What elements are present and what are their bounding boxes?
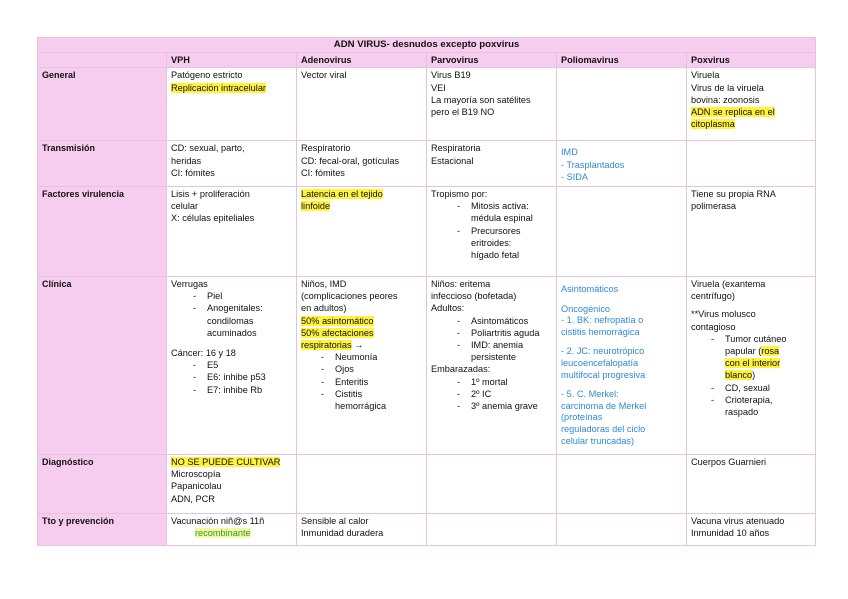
text-line: Enteritis [335, 376, 369, 387]
list-item [207, 384, 292, 396]
text-line: Respiratoria [431, 143, 481, 154]
text-line: Verrugas [171, 279, 208, 290]
row-diagnostico [38, 455, 816, 514]
bullet-list [171, 290, 292, 339]
cell-tto-pox [687, 514, 816, 546]
text-line: carcinoma de Merkel [561, 400, 647, 411]
highlight-text: rosa [761, 346, 780, 357]
highlight-text: Replicación intracelular [171, 82, 266, 93]
text-line: IMD [561, 147, 578, 158]
text-line: Embarazadas: [431, 364, 491, 375]
list-item [207, 371, 292, 383]
text-line: - Cistitis [335, 388, 363, 399]
highlight-text: Latencia en el tejido [301, 189, 383, 200]
header-poliomavirus: Poliomavirus [557, 53, 687, 68]
arrow-right-icon [352, 340, 364, 350]
highlight-text: citoplasma [691, 119, 735, 130]
text-line: acuminados [207, 327, 257, 338]
text-line: - Crioterapia, [725, 394, 773, 405]
header-row [38, 53, 816, 68]
highlight-text: respiratorias [301, 340, 352, 351]
text-line: Asintomáticos [471, 315, 529, 326]
text-line: - Mitosis activa: [471, 201, 529, 212]
header-vph: VPH [167, 53, 297, 68]
list-item [471, 327, 552, 339]
virus-table [37, 37, 816, 546]
text-line: Cuerpos Guarnieri [691, 457, 767, 468]
cell-clinica-parvo [427, 277, 557, 455]
text-line: La mayoría son satélites [431, 94, 531, 105]
text-line: Inmunidad 10 años [691, 528, 770, 539]
text-line: médula espinal [471, 213, 533, 224]
highlight-text: ADN se replica en el [691, 107, 775, 118]
text-line: Respiratorio [301, 143, 351, 154]
list-item [207, 359, 292, 371]
cell-factores-polio [557, 187, 687, 277]
row-clinica [38, 277, 816, 455]
text-line: - 1. BK: nefropatía o [561, 315, 644, 326]
cell-tto-polio [557, 514, 687, 546]
text-line: eritroides: [471, 237, 512, 248]
cell-tto-vph [167, 514, 297, 546]
cell-transmision-adeno [297, 141, 427, 187]
bullet-list [431, 200, 552, 261]
row-label-transmision: Transmisión [38, 141, 167, 187]
text-line: Neumonía [335, 352, 378, 363]
bullet-list [431, 315, 552, 364]
list-item [471, 376, 552, 388]
text-line: Papanicolau [171, 481, 222, 492]
text-line: Tiene su propia RNA [691, 189, 776, 200]
text-line: CD: fecal-oral, gotículas [301, 155, 400, 166]
text-line: **Virus molusco [691, 309, 756, 320]
cell-general-adeno [297, 68, 427, 141]
cell-clinica-polio [557, 277, 687, 455]
list-item [335, 376, 422, 388]
spacer [561, 338, 682, 346]
list-item [471, 388, 552, 400]
text-line: celular [171, 201, 199, 212]
text-line: CD, sexual [725, 382, 770, 393]
row-label-general: General [38, 68, 167, 141]
cell-tto-adeno [297, 514, 427, 546]
bullet-list [431, 376, 552, 413]
text-line: VEI [431, 82, 446, 93]
text-line: 2º IC [471, 388, 492, 399]
text-line: - Anogenitales: [207, 303, 263, 314]
text-line: E6: inhibe p53 [207, 372, 266, 383]
text-line: Ojos [335, 364, 354, 375]
bullet-list [171, 359, 292, 396]
text-line: 3º anemia grave [471, 401, 538, 412]
text-line: hemorrágica [335, 401, 387, 412]
text-line: reguladoras del ciclo [561, 423, 646, 434]
text-line: en adultos) [301, 303, 347, 314]
text-line: Piel [207, 291, 223, 302]
text-line: - Precursores [471, 225, 521, 236]
text-line: CD: sexual, parto, [171, 143, 245, 154]
spacer [171, 339, 292, 347]
text-line: Patógeno estricto [171, 70, 243, 81]
text-line: Asintomáticos [561, 284, 619, 295]
highlight-text: con el interior [725, 358, 781, 369]
text-line: - IMD: anemia [471, 340, 524, 351]
text-line: Poliartritis aguda [471, 327, 540, 338]
cell-clinica-pox [687, 277, 816, 455]
list-item [471, 400, 552, 412]
text-line: E7: inhibe Rb [207, 384, 263, 395]
text-line: Vacunación niñ@s 11ñ [171, 516, 265, 527]
text-line: (proteínas [561, 412, 603, 423]
text-line: - Tumor cutáneo [725, 333, 787, 344]
list-item [725, 394, 811, 418]
cell-general-vph [167, 68, 297, 141]
virus-table-page [37, 37, 815, 546]
cell-diagnostico-polio [557, 455, 687, 514]
text-line: papular ( [725, 346, 762, 357]
row-factores [38, 187, 816, 277]
cell-factores-adeno [297, 187, 427, 277]
text-line: centrífugo) [691, 291, 735, 302]
text-line: ) [752, 370, 756, 381]
text-line: condilomas [207, 315, 254, 326]
cell-clinica-adeno [297, 277, 427, 455]
text-line: Cáncer: 16 y 18 [171, 348, 236, 359]
text-line: leucoencefalopatía [561, 357, 639, 368]
text-line: Sensible al calor [301, 516, 369, 527]
list-item [335, 363, 422, 375]
table-title: ADN VIRUS- desnudos excepto poxvirus [38, 38, 816, 53]
text-line: Virus B19 [431, 70, 471, 81]
text-line: (complicaciones peores [301, 291, 398, 302]
text-line: X: células epiteliales [171, 213, 255, 224]
text-line: CI: fómites [301, 167, 345, 178]
list-item [471, 200, 552, 224]
header-poxvirus: Poxvirus [687, 53, 816, 68]
row-label-diagnostico: Diagnóstico [38, 455, 167, 514]
cell-diagnostico-parvo [427, 455, 557, 514]
text-line: - 2. JC: neurotrópico [561, 346, 645, 357]
text-line: Niños: eritema [431, 279, 491, 290]
text-line: Oncogénico [561, 303, 611, 314]
text-line: multifocal progresiva [561, 369, 646, 380]
text-line: infeccioso (bofetada) [431, 291, 517, 302]
list-item [471, 339, 552, 363]
header-empty [38, 53, 167, 68]
text-line: bovina: zoonosis [691, 94, 760, 105]
text-line: Estacional [431, 155, 474, 166]
bullet-list [691, 333, 811, 418]
text-line: E5 [207, 360, 219, 371]
text-line: Vacuna virus atenuado [691, 516, 785, 527]
text-line: heridas [171, 155, 202, 166]
list-item [335, 351, 422, 363]
cell-diagnostico-adeno [297, 455, 427, 514]
text-line: raspado [725, 407, 759, 418]
row-tto [38, 514, 816, 546]
row-label-tto: Tto y prevención [38, 514, 167, 546]
text-line: Niños, IMD [301, 279, 347, 290]
highlight-text: 50% asintomático [301, 315, 374, 326]
title-row [38, 38, 816, 53]
header-adenovirus: Adenovirus [297, 53, 427, 68]
cell-diagnostico-vph [167, 455, 297, 514]
row-transmision [38, 141, 816, 187]
cell-clinica-vph [167, 277, 297, 455]
list-item [207, 290, 292, 302]
row-general [38, 68, 816, 141]
text-line: Lisis + proliferación [171, 189, 250, 200]
spacer [561, 296, 682, 304]
text-line: Microscopía [171, 469, 221, 480]
text-line: Adultos: [431, 303, 465, 314]
text-line: pero el B19 NO [431, 107, 495, 118]
list-item [471, 225, 552, 262]
list-item [725, 333, 811, 382]
cell-diagnostico-pox [687, 455, 816, 514]
text-line [171, 527, 292, 539]
text-line: contagioso [691, 321, 736, 332]
text-line: - Trasplantados [561, 159, 625, 170]
list-item [471, 315, 552, 327]
text-line: cistitis hemorrágica [561, 326, 640, 337]
list-item [725, 382, 811, 394]
text-line: persistente [471, 352, 516, 363]
cell-tto-parvo [427, 514, 557, 546]
text-line: celular truncadas) [561, 435, 635, 446]
cell-factores-parvo [427, 187, 557, 277]
cell-transmision-vph [167, 141, 297, 187]
text-line: Virus de la viruela [691, 82, 764, 93]
text-line: - SIDA [561, 171, 589, 182]
header-parvovirus: Parvovirus [427, 53, 557, 68]
row-label-clinica: Clínica [38, 277, 167, 455]
text-line: Viruela (exantema [691, 279, 766, 290]
highlight-text: linfoide [301, 201, 331, 212]
cell-general-parvo [427, 68, 557, 141]
highlight-text: 50% afectaciones [301, 327, 374, 338]
text-line: hígado fetal [471, 250, 520, 261]
text-line: Vector viral [301, 70, 347, 81]
text-line: 1º mortal [471, 376, 508, 387]
highlight-text: blanco [725, 370, 753, 381]
cell-factores-pox [687, 187, 816, 277]
cell-factores-vph [167, 187, 297, 277]
text-line: Inmunidad duradera [301, 528, 384, 539]
cell-transmision-parvo [427, 141, 557, 187]
row-label-factores: Factores virulencia [38, 187, 167, 277]
spacer [561, 381, 682, 389]
text-line: CI: fómites [171, 167, 215, 178]
list-item [207, 302, 292, 339]
text-line: Tropismo por: [431, 189, 488, 200]
text-line: polimerasa [691, 201, 736, 212]
cell-general-polio [557, 68, 687, 141]
cell-transmision-polio [557, 141, 687, 187]
text-line: Viruela [691, 70, 720, 81]
cell-general-pox [687, 68, 816, 141]
text-line: - 5. C. Merkel: [561, 389, 619, 400]
highlight-text: recombinante [195, 528, 251, 539]
highlight-text: NO SE PUEDE CULTIVAR [171, 457, 281, 468]
text-line: ADN, PCR [171, 493, 215, 504]
list-item [335, 388, 422, 412]
cell-transmision-pox [687, 141, 816, 187]
bullet-list [301, 351, 422, 412]
